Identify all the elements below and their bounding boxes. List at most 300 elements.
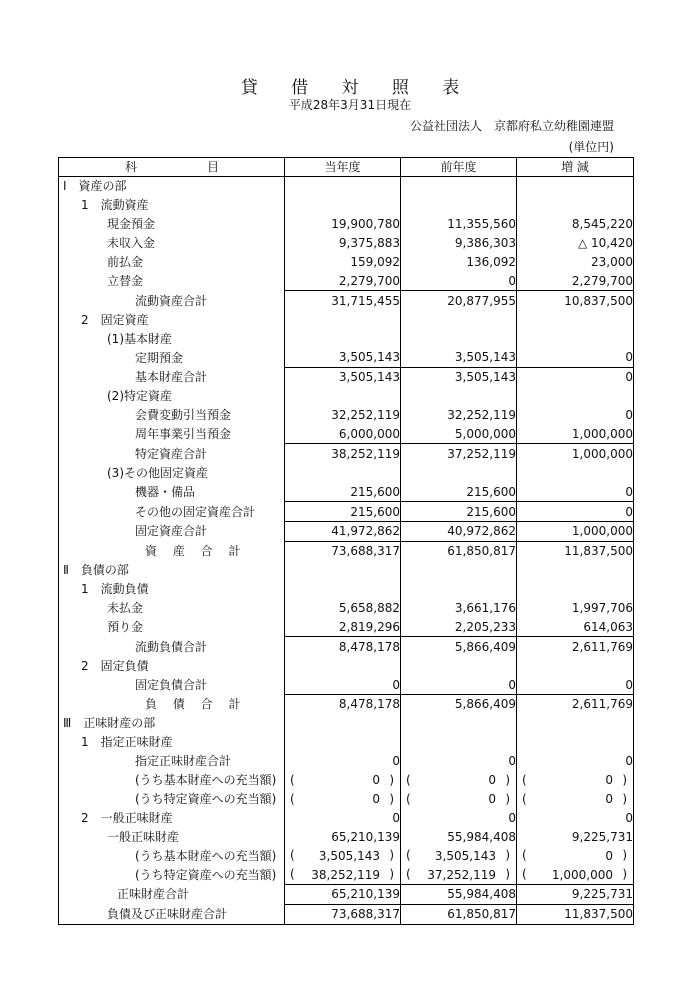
table-row [59, 808, 634, 827]
previous-year-value-cell [401, 904, 517, 924]
previous-year-value: 5,866,409 [454, 697, 516, 712]
previous-year-value-cell [401, 790, 517, 809]
change-value-cell [517, 387, 634, 406]
account-label: 預り金 [59, 617, 285, 636]
close-paren: ) [505, 772, 510, 787]
change-value-cell [517, 253, 634, 272]
previous-year-value-cell [401, 291, 517, 310]
open-paren: ( [290, 848, 295, 863]
change-value-cell [517, 771, 634, 790]
close-paren: ) [505, 867, 510, 882]
close-paren: ) [389, 772, 394, 787]
previous-year-value: 37,252,119 [447, 446, 516, 461]
current-year-value-cell [285, 695, 401, 714]
table-row [59, 541, 634, 560]
current-year-value-cell [285, 367, 401, 386]
account-label: 会費変動引当預金 [59, 406, 285, 425]
open-paren: ( [522, 867, 527, 882]
previous-year-value-cell [401, 215, 517, 234]
change-value: 0 [625, 810, 633, 825]
change-value-cell [517, 425, 634, 444]
previous-year-value-cell [401, 865, 517, 884]
current-year-value-cell [285, 599, 401, 618]
current-year-value: 38,252,119 [311, 867, 380, 882]
previous-year-value-cell [401, 580, 517, 599]
previous-year-value: 55,984,408 [447, 829, 516, 844]
previous-year-value: 0 [488, 791, 496, 806]
close-paren: ) [622, 867, 627, 882]
current-year-value-cell [285, 444, 401, 463]
change-value: 0 [605, 791, 613, 806]
change-value: 0 [625, 350, 633, 365]
change-value: △ 10,420 [577, 236, 633, 251]
current-year-value-cell [285, 406, 401, 425]
account-label: 2 一般正味財産 [59, 808, 285, 827]
header-account-left: 科 [125, 160, 138, 174]
previous-year-value-cell [401, 808, 517, 827]
current-year-value: 32,252,119 [331, 408, 400, 423]
change-value-cell [517, 695, 634, 714]
current-year-value: 3,505,143 [338, 370, 400, 385]
change-value-cell [517, 808, 634, 827]
close-paren: ) [389, 791, 394, 806]
current-year-value: 73,688,317 [331, 544, 400, 559]
change-value: 1,997,706 [571, 601, 633, 616]
change-value-cell [517, 865, 634, 884]
change-value-cell [517, 714, 634, 733]
current-year-value-cell [285, 827, 401, 846]
previous-year-value-cell [401, 637, 517, 656]
close-paren: ) [622, 791, 627, 806]
close-paren: ) [622, 772, 627, 787]
account-label: 未収入金 [59, 234, 285, 253]
account-label: 指定正味財産合計 [59, 752, 285, 771]
account-label: Ⅰ 資産の部 [59, 177, 285, 196]
change-value-cell [517, 482, 634, 501]
current-year-value-cell [285, 291, 401, 310]
change-value-cell [517, 291, 634, 310]
current-year-value-cell [285, 580, 401, 599]
account-label: 1 流動資産 [59, 196, 285, 215]
close-paren: ) [505, 848, 510, 863]
current-year-value-cell [285, 310, 401, 329]
table-row [59, 771, 634, 790]
change-value-cell [517, 580, 634, 599]
change-value-cell [517, 444, 634, 463]
table-row [59, 790, 634, 809]
change-value-cell [517, 790, 634, 809]
previous-year-value-cell [401, 348, 517, 367]
previous-year-value-cell [401, 541, 517, 560]
change-value-cell [517, 271, 634, 290]
previous-year-value-cell [401, 177, 517, 196]
account-label: 一般正味財産 [59, 827, 285, 846]
change-value-cell [517, 348, 634, 367]
previous-year-value: 215,600 [466, 484, 516, 499]
current-year-value-cell [285, 482, 401, 501]
account-label: 正味財産合計 [59, 884, 285, 904]
table-row [59, 865, 634, 884]
previous-year-value: 61,850,817 [447, 907, 516, 922]
table-row [59, 580, 634, 599]
change-value-cell [517, 637, 634, 656]
table-row [59, 387, 634, 406]
previous-year-value: 3,505,143 [454, 350, 516, 365]
account-label: 流動負債合計 [59, 637, 285, 656]
previous-year-value: 0 [508, 273, 516, 288]
table-row [59, 637, 634, 656]
change-value-cell [517, 904, 634, 924]
previous-year-value-cell [401, 599, 517, 618]
table-body [59, 177, 634, 925]
account-label: その他の固定資産合計 [59, 502, 285, 522]
table-row [59, 884, 634, 904]
change-value: 0 [605, 848, 613, 863]
previous-year-value-cell [401, 522, 517, 542]
current-year-value-cell [285, 387, 401, 406]
account-label: 特定資産合計 [59, 444, 285, 463]
table-row [59, 904, 634, 924]
current-year-value-cell [285, 348, 401, 367]
open-paren: ( [522, 791, 527, 806]
table-row [59, 827, 634, 846]
previous-year-value: 11,355,560 [447, 217, 516, 232]
previous-year-value: 55,984,408 [447, 887, 516, 902]
previous-year-value: 3,505,143 [454, 370, 516, 385]
open-paren: ( [290, 791, 295, 806]
previous-year-value-cell [401, 406, 517, 425]
table-row [59, 617, 634, 636]
current-year-value: 73,688,317 [331, 907, 400, 922]
current-year-value-cell [285, 196, 401, 215]
previous-year-value-cell [401, 617, 517, 636]
current-year-value: 2,279,700 [338, 273, 400, 288]
current-year-value: 0 [372, 773, 380, 788]
account-label: 周年事業引当預金 [59, 425, 285, 444]
current-year-value-cell [285, 733, 401, 752]
change-value-cell [517, 406, 634, 425]
account-label: (うち特定資産への充当額) [59, 865, 285, 884]
change-value: 23,000 [591, 255, 633, 269]
current-year-value-cell [285, 561, 401, 580]
table-row [59, 291, 634, 310]
current-year-value: 8,478,178 [338, 697, 400, 712]
table-row [59, 425, 634, 444]
previous-year-value-cell [401, 196, 517, 215]
current-year-value: 31,715,455 [331, 293, 400, 308]
current-year-value-cell [285, 425, 401, 444]
table-row [59, 846, 634, 865]
account-label: 負 債 合 計 [59, 695, 285, 714]
account-label: (2)特定資産 [59, 387, 285, 406]
close-paren: ) [389, 848, 394, 863]
current-year-value: 159,092 [350, 255, 400, 269]
table-row [59, 482, 634, 501]
change-value: 0 [625, 677, 633, 692]
table-row [59, 310, 634, 329]
close-paren: ) [389, 867, 394, 882]
header-current-year: 当年度 [285, 158, 401, 177]
account-label: 機器・備品 [59, 482, 285, 501]
change-value-cell [517, 329, 634, 348]
open-paren: ( [406, 867, 411, 882]
current-year-value-cell [285, 846, 401, 865]
change-value-cell [517, 599, 634, 618]
account-label: 現金預金 [59, 215, 285, 234]
current-year-value-cell [285, 675, 401, 694]
open-paren: ( [290, 867, 295, 882]
change-value: 2,611,769 [571, 639, 633, 654]
current-year-value: 6,000,000 [338, 427, 400, 442]
account-label: (うち基本財産への充当額) [59, 771, 285, 790]
previous-year-value-cell [401, 714, 517, 733]
change-value: 614,063 [583, 619, 633, 634]
open-paren: ( [290, 772, 295, 787]
change-value: 0 [625, 370, 633, 385]
previous-year-value: 61,850,817 [447, 544, 516, 559]
current-year-value: 0 [392, 677, 400, 692]
current-year-value-cell [285, 329, 401, 348]
previous-year-value: 37,252,119 [427, 867, 496, 882]
current-year-value-cell [285, 271, 401, 290]
open-paren: ( [522, 772, 527, 787]
table-row [59, 695, 634, 714]
table-row [59, 599, 634, 618]
change-value: 1,000,000 [571, 427, 633, 442]
account-label: 1 指定正味財産 [59, 733, 285, 752]
previous-year-value: 5,000,000 [454, 427, 516, 442]
current-year-value-cell [285, 808, 401, 827]
change-value-cell [517, 502, 634, 522]
change-value: 2,279,700 [571, 273, 633, 288]
change-value-cell [517, 177, 634, 196]
previous-year-value-cell [401, 675, 517, 694]
change-value-cell [517, 617, 634, 636]
change-value: 0 [625, 408, 633, 423]
change-value: 9,225,731 [571, 829, 633, 844]
account-label: 前払金 [59, 253, 285, 272]
previous-year-value-cell [401, 656, 517, 675]
table-row [59, 271, 634, 290]
current-year-value: 5,658,882 [338, 601, 400, 616]
open-paren: ( [406, 848, 411, 863]
previous-year-value: 20,877,955 [447, 293, 516, 308]
change-value: 9,225,731 [571, 887, 633, 902]
account-label: 立替金 [59, 271, 285, 290]
open-paren: ( [406, 791, 411, 806]
change-value-cell [517, 522, 634, 542]
header-account-right: 目 [207, 160, 220, 174]
current-year-value: 0 [392, 810, 400, 825]
current-year-value-cell [285, 865, 401, 884]
as-of-date: 平成28年3月31日現在 [288, 98, 412, 112]
current-year-value-cell [285, 790, 401, 809]
current-year-value: 9,375,883 [338, 236, 400, 251]
previous-year-value-cell [401, 444, 517, 463]
previous-year-value-cell [401, 884, 517, 904]
previous-year-value: 3,661,176 [454, 601, 516, 616]
current-year-value-cell [285, 884, 401, 904]
table-row [59, 444, 634, 463]
change-value-cell [517, 752, 634, 771]
open-paren: ( [522, 848, 527, 863]
previous-year-value: 136,092 [466, 255, 516, 269]
previous-year-value-cell [401, 234, 517, 253]
table-row [59, 196, 634, 215]
previous-year-value: 215,600 [466, 504, 516, 519]
change-value: 11,837,500 [564, 907, 633, 922]
current-year-value: 41,972,862 [331, 524, 400, 539]
account-label: 基本財産合計 [59, 367, 285, 386]
previous-year-value-cell [401, 846, 517, 865]
header-previous-year: 前年度 [401, 158, 517, 177]
current-year-value-cell [285, 617, 401, 636]
previous-year-value-cell [401, 695, 517, 714]
previous-year-value-cell [401, 329, 517, 348]
table-row [59, 656, 634, 675]
account-label: 定期預金 [59, 348, 285, 367]
account-label: 2 固定資産 [59, 310, 285, 329]
current-year-value-cell [285, 656, 401, 675]
header-account [59, 158, 285, 177]
previous-year-value-cell [401, 771, 517, 790]
account-label: 2 固定負債 [59, 656, 285, 675]
table-row [59, 215, 634, 234]
table-row [59, 675, 634, 694]
table-row [59, 714, 634, 733]
change-value: 1,000,000 [551, 867, 613, 882]
document-title: 貸 借 対 照 表 [240, 78, 474, 98]
change-value: 0 [625, 484, 633, 499]
header-change: 増 減 [517, 158, 634, 177]
current-year-value: 3,505,143 [338, 350, 400, 365]
change-value-cell [517, 463, 634, 482]
previous-year-value: 3,505,143 [434, 848, 496, 863]
table-row [59, 406, 634, 425]
change-value-cell [517, 827, 634, 846]
current-year-value-cell [285, 771, 401, 790]
table-row [59, 463, 634, 482]
change-value: 8,545,220 [571, 217, 633, 232]
change-value-cell [517, 656, 634, 675]
previous-year-value: 2,205,233 [454, 619, 516, 634]
previous-year-value-cell [401, 463, 517, 482]
previous-year-value: 5,866,409 [454, 639, 516, 654]
current-year-value: 215,600 [350, 504, 400, 519]
table-row [59, 502, 634, 522]
account-label: 負債及び正味財産合計 [59, 904, 285, 924]
close-paren: ) [622, 848, 627, 863]
previous-year-value: 0 [508, 754, 516, 769]
previous-year-value-cell [401, 271, 517, 290]
current-year-value: 19,900,780 [331, 217, 400, 232]
previous-year-value: 0 [508, 677, 516, 692]
table-row [59, 367, 634, 386]
account-label: 1 流動負債 [59, 580, 285, 599]
change-value: 1,000,000 [571, 446, 633, 461]
table-row [59, 348, 634, 367]
change-value-cell [517, 196, 634, 215]
change-value-cell [517, 561, 634, 580]
account-label: 流動資産合計 [59, 291, 285, 310]
change-value-cell [517, 367, 634, 386]
open-paren: ( [406, 772, 411, 787]
current-year-value-cell [285, 714, 401, 733]
previous-year-value: 0 [488, 773, 496, 788]
current-year-value-cell [285, 522, 401, 542]
current-year-value: 65,210,139 [331, 829, 400, 844]
current-year-value: 2,819,296 [338, 619, 400, 634]
change-value-cell [517, 310, 634, 329]
current-year-value-cell [285, 215, 401, 234]
table-row [59, 561, 634, 580]
table-row [59, 253, 634, 272]
current-year-value-cell [285, 463, 401, 482]
account-label: Ⅲ 正味財産の部 [59, 714, 285, 733]
current-year-value-cell [285, 253, 401, 272]
account-label: 固定資産合計 [59, 522, 285, 542]
previous-year-value-cell [401, 733, 517, 752]
change-value: 10,837,500 [564, 293, 633, 308]
currency-unit: (単位円) [568, 140, 614, 154]
current-year-value: 3,505,143 [318, 848, 380, 863]
change-value: 0 [605, 773, 613, 788]
current-year-value-cell [285, 637, 401, 656]
change-value: 0 [625, 504, 633, 519]
change-value-cell [517, 541, 634, 560]
change-value-cell [517, 884, 634, 904]
account-label: 未払金 [59, 599, 285, 618]
previous-year-value-cell [401, 502, 517, 522]
table-row [59, 329, 634, 348]
current-year-value-cell [285, 904, 401, 924]
change-value-cell [517, 733, 634, 752]
current-year-value: 215,600 [350, 484, 400, 499]
previous-year-value-cell [401, 253, 517, 272]
previous-year-value: 32,252,119 [447, 408, 516, 423]
change-value: 11,837,500 [564, 544, 633, 559]
previous-year-value-cell [401, 425, 517, 444]
previous-year-value: 40,972,862 [447, 524, 516, 539]
current-year-value: 65,210,139 [331, 887, 400, 902]
previous-year-value-cell [401, 561, 517, 580]
current-year-value: 0 [372, 791, 380, 806]
previous-year-value-cell [401, 482, 517, 501]
current-year-value-cell [285, 502, 401, 522]
table-row [59, 522, 634, 542]
table-row [59, 177, 634, 196]
current-year-value: 38,252,119 [331, 446, 400, 461]
previous-year-value: 9,386,303 [454, 236, 516, 251]
previous-year-value-cell [401, 752, 517, 771]
current-year-value-cell [285, 541, 401, 560]
change-value: 1,000,000 [571, 524, 633, 539]
current-year-value-cell [285, 177, 401, 196]
current-year-value-cell [285, 234, 401, 253]
table-row [59, 733, 634, 752]
table-row [59, 234, 634, 253]
table-header-row [59, 158, 634, 177]
previous-year-value-cell [401, 387, 517, 406]
balance-sheet-table [58, 157, 634, 925]
change-value: 2,611,769 [571, 697, 633, 712]
account-label: (うち特定資産への充当額) [59, 790, 285, 809]
current-year-value: 8,478,178 [338, 639, 400, 654]
change-value-cell [517, 846, 634, 865]
previous-year-value: 0 [508, 810, 516, 825]
previous-year-value-cell [401, 310, 517, 329]
change-value-cell [517, 234, 634, 253]
